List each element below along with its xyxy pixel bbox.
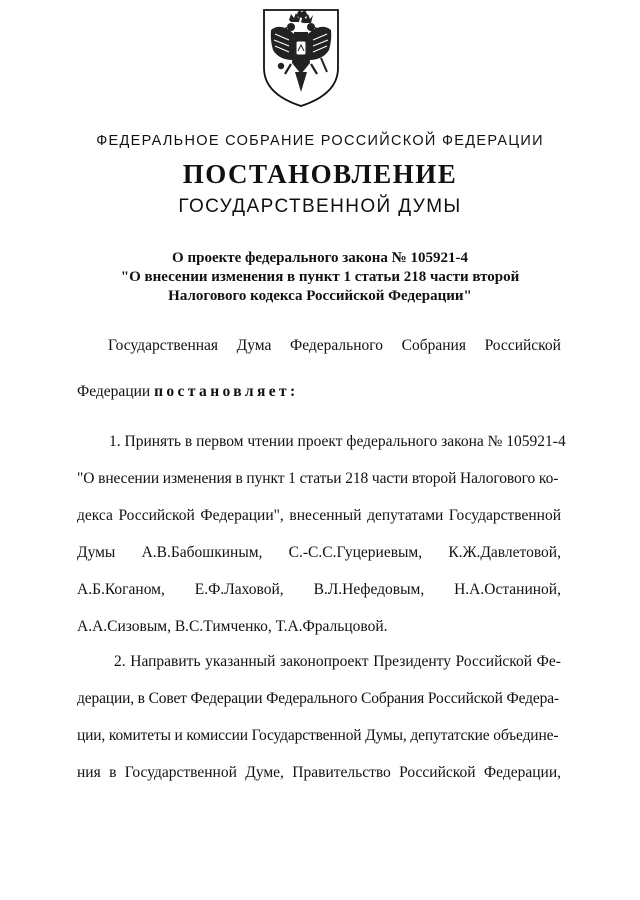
clause-word: Думы <box>77 544 116 561</box>
clause-word: внесенный <box>289 507 362 524</box>
clause-word: 2. <box>114 653 126 670</box>
clause-word: ния <box>77 764 101 781</box>
clause-2-line-1 <box>114 653 561 671</box>
clause-word: В.Л.Нефедовым, <box>313 581 425 598</box>
document-type-title: ПОСТАНОВЛЕНИЕ <box>182 159 458 189</box>
clause-word: С.-С.С.Гуцериевым, <box>288 544 423 561</box>
clause-word: Государственной <box>448 507 561 524</box>
clause-word: указанный <box>205 653 276 670</box>
clause-word: К.Ж.Давлетовой, <box>448 544 561 561</box>
decree-keyword: постановляет: <box>154 383 299 400</box>
document-issuer: ГОСУДАРСТВЕННОЙ ДУМЫ <box>178 196 462 217</box>
clause-word: Государственной <box>124 764 237 781</box>
clause-word: декса <box>77 507 113 524</box>
clause-word: Российской <box>399 764 476 781</box>
clause-word: в <box>109 764 117 781</box>
clause-2-line-3: ции, комитеты и комиссии Государственной Думы, депутатские объедине- <box>77 727 559 744</box>
clause-word: депутатами <box>367 507 444 524</box>
clause-word: Федерации", <box>200 507 284 524</box>
clause-word: Федерации, <box>483 764 561 781</box>
preamble-word: Российской <box>484 337 561 354</box>
clause-word: Фе- <box>536 653 561 670</box>
subject-line-2: "О внесении изменения в пункт 1 статьи 218 части второй <box>120 269 520 285</box>
clause-1-line-4 <box>77 544 561 562</box>
preamble-word: Дума <box>236 337 272 354</box>
clause-1-line-3 <box>77 507 561 525</box>
preamble-prefix: Федерации <box>77 383 155 400</box>
clause-word: Н.А.Останиной, <box>454 581 561 598</box>
russian-double-headed-eagle-emblem-icon <box>261 8 341 108</box>
clause-1-line-6: А.А.Сизовым, В.С.Тимченко, Т.А.Фральцовой. <box>77 618 388 635</box>
organization-name: ФЕДЕРАЛЬНОЕ СОБРАНИЕ РОССИЙСКОЙ ФЕДЕРАЦИИ <box>96 133 544 149</box>
clause-word: А.Б.Коганом, <box>77 581 165 598</box>
clause-word: Направить <box>130 653 201 670</box>
clause-word: Российской <box>455 653 533 670</box>
subject-line-1: О проекте федерального закона № 105921-4 <box>172 250 468 266</box>
preamble-word: Федерального <box>289 337 384 354</box>
preamble-word: Собрания <box>401 337 466 354</box>
clause-1-line-2: "О внесении изменения в пункт 1 статьи 218 части второй Налогового ко- <box>77 470 559 487</box>
preamble-line-2 <box>77 383 299 401</box>
clause-word: Е.Ф.Лаховой, <box>194 581 284 598</box>
preamble-line-1 <box>108 337 561 355</box>
clause-word: законопроект <box>280 653 369 670</box>
clause-word: А.В.Бабошкиным, <box>141 544 263 561</box>
preamble-word: Государственная <box>108 337 219 354</box>
clause-1-line-1: 1. Принять в первом чтении проект федерального закона № 105921-4 <box>109 433 566 450</box>
subject-line-3: Налогового кодекса Российской Федерации" <box>168 288 472 304</box>
clause-word: Российской <box>118 507 195 524</box>
clause-2-line-4 <box>77 764 561 782</box>
clause-2-line-2: дерации, в Совет Федерации Федерального Собрания Российской Федера- <box>77 690 559 707</box>
resolution-subject <box>0 249 640 306</box>
clause-word: Президенту <box>373 653 451 670</box>
clause-1-line-5 <box>77 581 561 599</box>
clause-word: Думе, <box>245 764 284 781</box>
clause-word: Правительство <box>292 764 391 781</box>
